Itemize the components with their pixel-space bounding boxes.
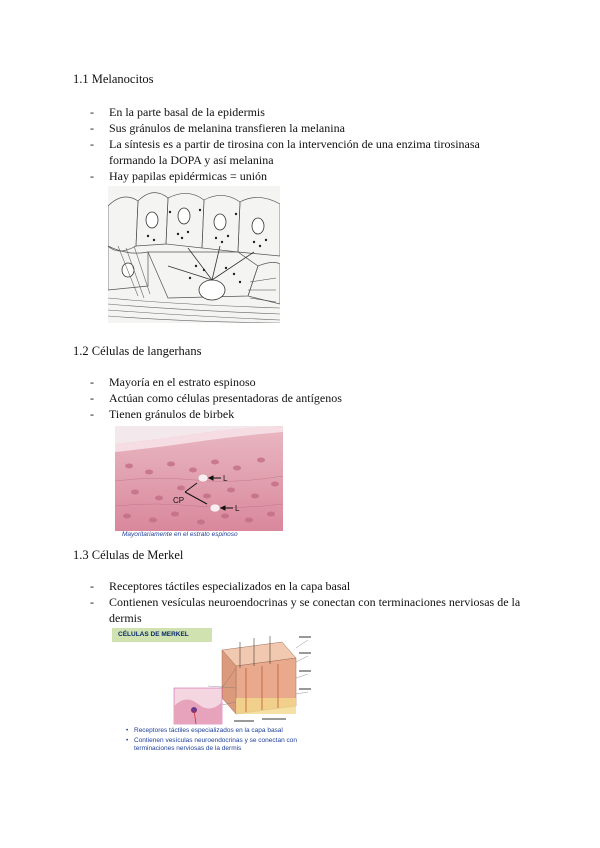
- merkel-list: [88, 578, 528, 626]
- list-item: - En la parte basal de la epidermis: [88, 104, 528, 120]
- list-item: - Tienen gránulos de birbek: [88, 406, 528, 422]
- list-item: - Contienen vesículas neuroendocrinas y se conectan con terminaciones nerviosas de la dermis: [88, 594, 528, 626]
- list-item: - Actúan como células presentadoras de antígenos: [88, 390, 528, 406]
- melanocitos-list: [88, 104, 528, 184]
- list-item: • Contienen vesículas neuroendocrinas y se conectan con terminaciones nerviosas de la dermis: [126, 737, 312, 753]
- heading-langerhans: 1.2 Células de langerhans: [73, 344, 202, 358]
- langerhans-caption: Mayoritariamente en el estrato espinoso: [122, 531, 238, 538]
- list-item: - Hay papilas epidérmicas = unión: [88, 168, 528, 184]
- label-cp: CP: [173, 496, 185, 505]
- heading-merkel: 1.3 Células de Merkel: [73, 548, 184, 562]
- label-l-2: L: [235, 504, 240, 513]
- list-item: - Sus gránulos de melanina transfieren la melanina: [88, 120, 528, 136]
- merkel-slide: [112, 628, 314, 760]
- merkel-slide-title: CÉLULAS DE MERKEL: [118, 631, 189, 638]
- heading-melanocitos: 1.1 Melanocitos: [73, 72, 154, 86]
- list-item: - Mayoría en el estrato espinoso: [88, 374, 528, 390]
- list-item: • Receptores táctiles especializados en la capa basal: [126, 727, 312, 735]
- langerhans-list: [88, 374, 528, 422]
- langerhans-micrograph: [115, 426, 283, 531]
- list-item: - La síntesis es a partir de tirosina con la intervención de una enzima tirosinasa formando la DOPA y así melanina: [88, 136, 528, 168]
- melanocyte-illustration: [108, 186, 280, 323]
- list-item: - Receptores táctiles especializados en la capa basal: [88, 578, 528, 594]
- merkel-slide-bullets: [126, 727, 312, 755]
- label-l-1: L: [223, 474, 228, 483]
